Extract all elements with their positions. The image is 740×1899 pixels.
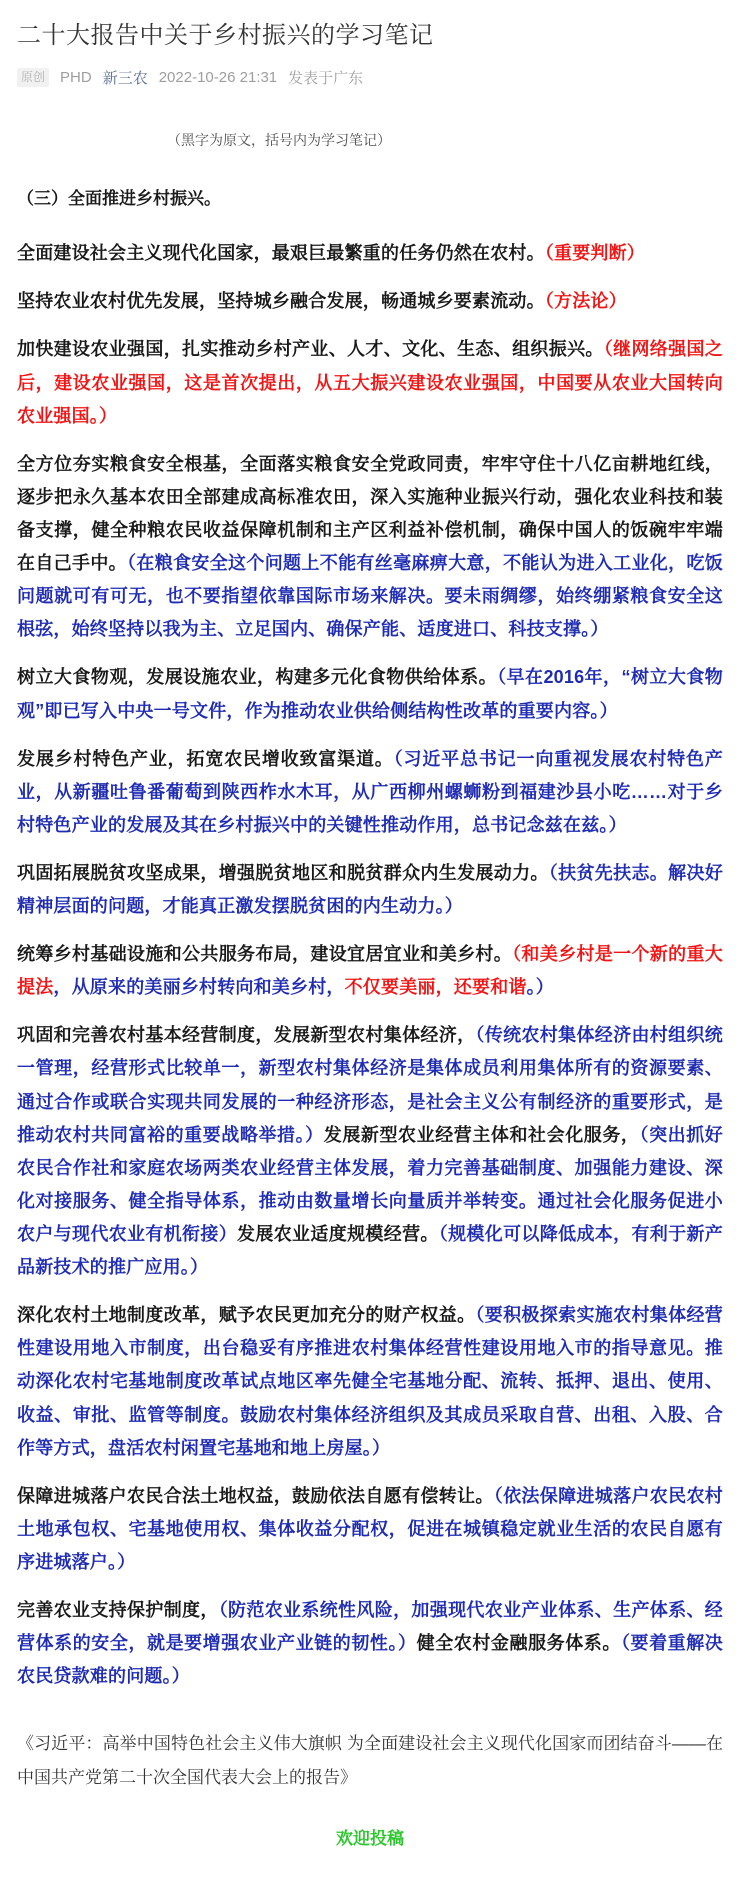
legend-note: （黑字为原文，括号内为学习笔记）	[167, 132, 391, 149]
submit-row	[17, 1824, 723, 1849]
text-segment-black: 完善农业支持保护制度，	[17, 1600, 219, 1621]
text-segment-blue: 。）	[526, 977, 555, 998]
text-segment-red: （继网络强国之后，建设农业强国，这是首次提出，从五大振兴建设农业强国，中国要从农业大国转向农业强国。）	[17, 339, 723, 426]
text-segment-red: （方法论）	[544, 291, 627, 312]
publish-datetime: 2022-10-26 21:31	[158, 69, 278, 87]
article-meta	[17, 67, 723, 88]
text-segment-blue: （依法保障进城落户农民农村土地承包权、宅基地使用权、集体收益分配权，促进在城镇稳定就业生活的农民自愿有序进城落户。）	[17, 1485, 723, 1573]
text-segment-black: 树立大食物观，发展设施农业，构建多元化食物供给体系。	[17, 667, 498, 688]
article-body	[17, 237, 723, 1693]
text-segment-blue: （要积极探索实施农村集体经营性建设用地入市制度，出台稳妥有序推进农村集体经营性建设用地入市的指导意见。推动深化农村宅基地制度改革试点地区率先健全宅基地分配、流转、抵押、退出、使用、收益、审批、监管等制度。鼓励农村集体经济组织及其成员采取自营、出租、入股、合作等方式，盘活农村闲置宅基地和地上房屋。）	[17, 1305, 723, 1458]
section-heading: （三）全面推进乡村振兴。	[17, 189, 221, 209]
text-segment-red: （重要判断）	[544, 243, 645, 264]
text-segment-red: 不仅要美丽，还要和谐	[344, 977, 527, 998]
text-segment-black: 发展乡村特色产业，拓宽农民增收致富渠道。	[17, 748, 394, 769]
submit-link[interactable]: 欢迎投稿	[336, 1828, 404, 1848]
publish-location: 发表于广东	[288, 70, 364, 88]
text-segment-blue: （传统农村集体经济由村组织统一管理，经营形式比较单一，新型农村集体经济是集体成员利用集体所有的资源要素、通过合作或联合实现共同发展的一种经济形态，是社会主义公有制经济的重要形式，是推动农村共同富裕的重要战略举措。）	[17, 1025, 723, 1145]
text-segment-blue: （要着重解决农民贷款难的问题。）	[17, 1633, 724, 1687]
paragraph	[17, 1019, 723, 1284]
text-segment-red: （和美乡村是一个新的重大提法	[17, 944, 723, 998]
text-segment-black: 发展农业适度规模经营。	[237, 1224, 439, 1245]
text-segment-black: 统筹乡村基础设施和公共服务布局，建设宜居宜业和美乡村。	[17, 944, 513, 965]
paragraph	[17, 237, 723, 270]
page-title: 二十大报告中关于乡村振兴的学习笔记	[17, 22, 434, 49]
text-segment-blue: ，从原来的美丽乡村转向和美乡村，	[53, 977, 345, 998]
text-segment-black: 发展新型农业经营主体和社会化服务，	[323, 1124, 640, 1145]
text-segment-black: 健全农村金融服务体系。	[416, 1633, 621, 1654]
paragraph	[17, 448, 723, 647]
text-segment-black: 全面建设社会主义现代化国家，最艰巨最繁重的任务仍然在农村。	[17, 243, 545, 264]
original-badge: 原创	[17, 68, 49, 87]
text-segment-black: 巩固和完善农村基本经营制度，发展新型农村集体经济，	[17, 1025, 476, 1046]
text-segment-blue: （早在2016年，“树立大食物观”即已写入中央一号文件，作为推动农业供给侧结构性改革的重要内容。）	[17, 667, 724, 721]
paragraph	[17, 743, 723, 842]
text-segment-black: 加快建设农业强国，扎实推动乡村产业、人才、文化、生态、组织振兴。	[17, 339, 604, 360]
text-segment-black: 保障进城落户农民合法土地权益，鼓励依法自愿有偿转让。	[17, 1485, 494, 1506]
text-segment-blue: （习近平总书记一向重视发展农村特色产业，从新疆吐鲁番葡萄到陕西柞水木耳，从广西柳州螺蛳粉到福建沙县小吃……对于乡村特色产业的发展及其在乡村振兴中的关键性推动作用，总书记念兹在兹。）	[17, 748, 724, 835]
paragraph	[17, 1480, 723, 1579]
paragraph	[17, 661, 723, 727]
text-segment-blue: （突出抓好农民合作社和家庭农场两类农业经营主体发展，着力完善基础制度、加强能力建设、深化对接服务、健全指导体系，推动由数量增长向量质并举转变。通过社会化服务促进小农户与现代农业有机衔接）	[17, 1124, 723, 1245]
text-segment-black: 巩固拓展脱贫攻坚成果，增强脱贫地区和脱贫群众内生发展动力。	[17, 862, 549, 883]
paragraph	[17, 857, 723, 923]
text-segment-blue: （规模化可以降低成本，有利于新产品新技术的推广应用。）	[17, 1224, 723, 1278]
text-segment-blue: （扶贫先扶志。解决好精神层面的问题，才能真正激发摆脱贫困的内生动力。）	[17, 862, 724, 917]
text-segment-black: 深化农村土地制度改革，赋予农民更加充分的财产权益。	[17, 1305, 476, 1326]
paragraph	[17, 1299, 723, 1465]
paragraph	[17, 1594, 723, 1693]
paragraph	[17, 938, 723, 1004]
author-name[interactable]: PHD	[60, 69, 92, 87]
text-segment-black: 坚持农业农村优先发展，坚持城乡融合发展，畅通城乡要素流动。	[17, 291, 545, 312]
text-segment-blue: （在粮食安全这个问题上不能有丝毫麻痹大意，不能认为进入工业化，吃饭问题就可有可无，也不要指望依靠国际市场来解决。要未雨绸缪，始终绷紧粮食安全这根弦，始终坚持以我为主、立足国内、确保产能、适度进口、科技支撑。）	[17, 553, 723, 640]
paragraph	[17, 333, 723, 432]
account-link[interactable]: 新三农	[102, 70, 148, 88]
text-segment-black: 全方位夯实粮食安全根基，全面落实粮食安全党政同责，牢牢守住十八亿亩耕地红线，逐步把永久基本农田全部建成高标准农田，深入实施种业振兴行动，强化农业科技和装备支撑，健全种粮农民收益保障机制和主产区利益补偿机制，确保中国人的饭碗牢牢端在自己手中。	[17, 453, 723, 574]
paragraph	[17, 285, 723, 318]
text-segment-blue: （防范农业系统性风险，加强现代农业产业体系、生产体系、经营体系的安全，就是要增强农业产业链的韧性。）	[17, 1600, 723, 1654]
report-citation: 《习近平：高举中国特色社会主义伟大旗帜 为全面建设社会主义现代化国家而团结奋斗——在中国共产党第二十次全国代表大会上的报告》	[17, 1734, 723, 1787]
